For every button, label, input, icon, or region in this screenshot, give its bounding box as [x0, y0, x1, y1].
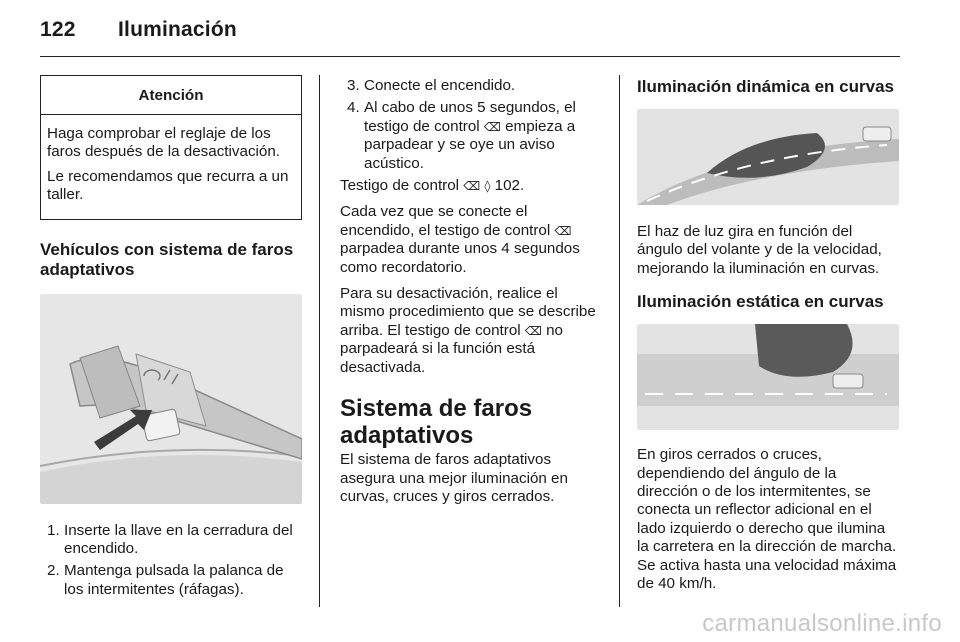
- list-item: 4. Al cabo de unos 5 segundos, el testigo de control ⌫ empieza a parpadear y se oye un aviso acústico.: [347, 99, 576, 172]
- paragraph: Cada vez que se conecte el encendido, el testigo de control ⌫ parpadea durante unos 4 segundos como recordatorio.: [340, 203, 580, 276]
- attention-text-2: Le recomendamos que recurra a un taller.: [47, 167, 289, 204]
- page-number: 122: [40, 18, 76, 41]
- column-divider-1: [319, 75, 320, 607]
- section-title-adaptive-headlights: Sistema de faros adaptativos: [340, 395, 533, 450]
- dynamic-cornering-illustration: [637, 109, 899, 205]
- column-3: [637, 77, 901, 601]
- paragraph: El haz de luz gira en función del ángulo del volante y de la velocidad, mejorando la iluminación en curvas.: [637, 223, 882, 277]
- heading-static-cornering: Iluminación estática en curvas: [637, 292, 884, 312]
- column-divider-2: [619, 75, 620, 607]
- warning-lamp-icon: ⌫: [483, 119, 501, 134]
- heading-dynamic-cornering: Iluminación dinámica en curvas: [637, 77, 894, 96]
- page-title: Iluminación: [118, 18, 237, 41]
- paragraph: En giros cerrados o cruces, dependiendo del ángulo de la dirección o de los intermitentes, se conecta un reflector adicional en el lado izquierdo o derecho que ilumina la carretera en la dirección de marcha. Se activa hasta una velocidad máxima de 40 km/h.: [637, 446, 897, 593]
- steps-list-2: [340, 77, 604, 173]
- steps-list-1: [40, 522, 302, 600]
- attention-text-1: Haga comprobar el reglaje de los faros después de la desactivación.: [47, 125, 281, 161]
- column-2: [340, 77, 604, 514]
- list-item: 1. Inserte la llave en la cerradura del encendido.: [47, 521, 293, 558]
- list-item: 3. Conecte el encendido.: [347, 77, 516, 94]
- watermark: carmanualsonline.info: [702, 610, 942, 637]
- attention-box: [40, 75, 302, 220]
- reference-line: Testigo de control ⌫ ◊ 102.: [340, 177, 525, 195]
- warning-lamp-icon: ⌫: [524, 323, 542, 338]
- warning-lamp-icon: ⌫: [463, 179, 481, 194]
- lever-illustration: [40, 294, 302, 504]
- section-heading-adaptive-vehicles: Vehículos con sistema de faros adaptativos: [40, 239, 294, 279]
- warning-lamp-icon: ⌫: [554, 223, 572, 238]
- page-header: [40, 18, 237, 42]
- paragraph: El sistema de faros adaptativos asegura una mejor iluminación en curvas, cruces y giros cerrados.: [340, 451, 568, 505]
- attention-body: [41, 115, 301, 219]
- header-rule: [40, 56, 900, 57]
- attention-title: Atención: [41, 76, 301, 115]
- paragraph: Para su desactivación, realice el mismo procedimiento que se describe arriba. El testigo de control ⌫ no parpadeará si la función está desactivada.: [340, 285, 596, 376]
- static-cornering-illustration: [637, 324, 899, 430]
- page-reference-icon: ◊: [484, 179, 491, 194]
- list-item: 2. Mantenga pulsada la palanca de los intermitentes (ráfagas).: [47, 562, 284, 598]
- column-1: [40, 75, 302, 603]
